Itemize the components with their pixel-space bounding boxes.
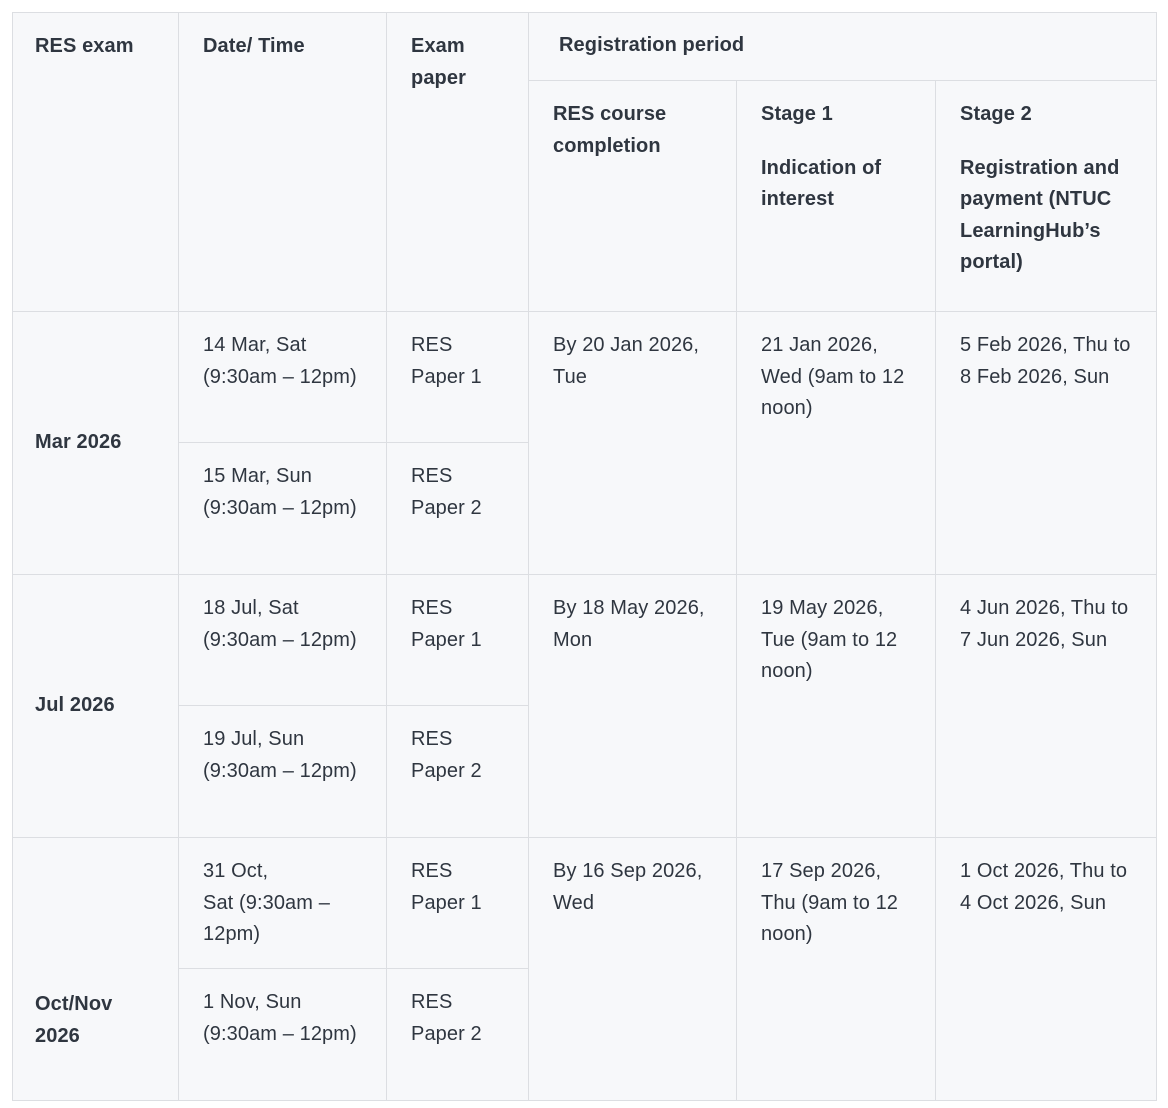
session-date: 19 Jul, Sun (9:30am – 12pm) <box>179 706 387 838</box>
stage-2-title: Stage 2 <box>960 103 1032 125</box>
session-date: 1 Nov, Sun (9:30am – 12pm) <box>179 969 387 1101</box>
exam-label: Oct/Nov 2026 <box>13 838 179 1101</box>
stage-1-date: 21 Jan 2026, Wed (9am to 12 noon) <box>737 312 936 575</box>
table-row <box>13 838 1157 969</box>
stage-1-subtitle: Indication of interest <box>761 156 882 210</box>
header-registration-period: Registration period <box>529 13 1157 81</box>
course-completion-date: By 18 May 2026, Mon <box>529 575 737 838</box>
course-completion-date: By 16 Sep 2026, Wed <box>529 838 737 1101</box>
stage-1-date: 19 May 2026, Tue (9am to 12 noon) <box>737 575 936 838</box>
table-row <box>13 312 1157 443</box>
session-paper: RES Paper 1 <box>387 312 529 443</box>
session-date: 15 Mar, Sun (9:30am – 12pm) <box>179 443 387 575</box>
header-stage-1 <box>737 81 936 312</box>
session-paper: RES Paper 2 <box>387 969 529 1101</box>
exam-schedule-table <box>12 12 1157 1101</box>
exam-label: Jul 2026 <box>13 575 179 838</box>
header-stage-2 <box>936 81 1157 312</box>
header-exam-paper: Exam paper <box>387 13 529 312</box>
stage-2-date: 4 Jun 2026, Thu to 7 Jun 2026, Sun <box>936 575 1157 838</box>
stage-1-title: Stage 1 <box>761 103 833 125</box>
exam-label: Mar 2026 <box>13 312 179 575</box>
session-paper: RES Paper 2 <box>387 706 529 838</box>
session-paper: RES Paper 2 <box>387 443 529 575</box>
stage-2-subtitle: Registration and payment (NTUC LearningHub’s portal) <box>960 156 1120 273</box>
stage-2-date: 5 Feb 2026, Thu to 8 Feb 2026, Sun <box>936 312 1157 575</box>
stage-2-date: 1 Oct 2026, Thu to 4 Oct 2026, Sun <box>936 838 1157 1101</box>
table-row <box>13 575 1157 706</box>
course-completion-date: By 20 Jan 2026, Tue <box>529 312 737 575</box>
session-paper: RES Paper 1 <box>387 838 529 969</box>
session-paper: RES Paper 1 <box>387 575 529 706</box>
session-date: 14 Mar, Sat (9:30am – 12pm) <box>179 312 387 443</box>
session-date: 31 Oct, Sat (9:30am – 12pm) <box>179 838 387 969</box>
stage-1-date: 17 Sep 2026, Thu (9am to 12 noon) <box>737 838 936 1101</box>
session-date: 18 Jul, Sat (9:30am – 12pm) <box>179 575 387 706</box>
header-res-exam: RES exam <box>13 13 179 312</box>
header-date-time: Date/ Time <box>179 13 387 312</box>
header-course-completion: RES course completion <box>529 81 737 312</box>
